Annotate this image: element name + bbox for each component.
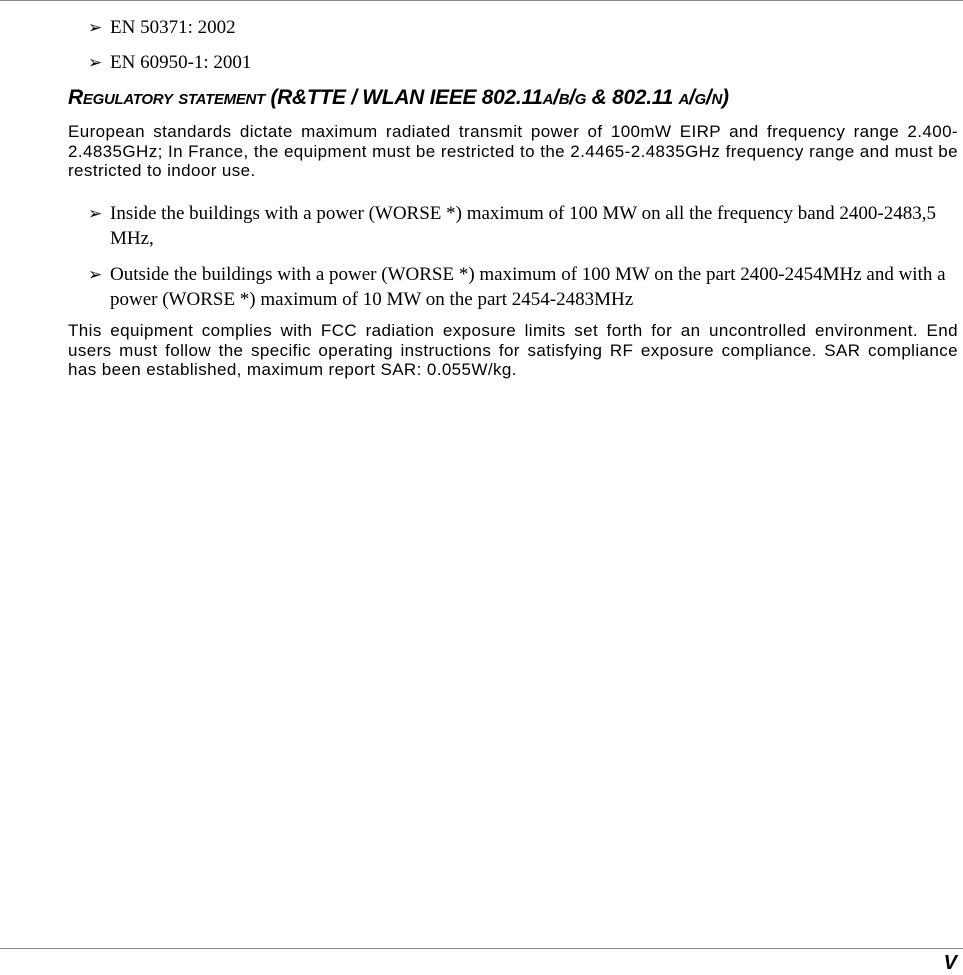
paragraph-fcc: This equipment complies with FCC radiation exposure limits set forth for an uncontrolled environment. End users must follow the specific operating instructions for satisfying RF exposure compliance. SAR compliance has been established, maximum report SAR: 0.055W/kg.	[68, 321, 958, 379]
list-item	[88, 262, 948, 312]
rule-text: Inside the buildings with a power (WORSE *) maximum of 100 MW on all the frequency band 2400-2483,5 MHz,	[110, 203, 936, 249]
list-item	[88, 50, 948, 75]
page-number: V	[943, 952, 957, 974]
arrow-bullet-icon: ➢	[88, 18, 103, 37]
arrow-bullet-icon: ➢	[88, 265, 103, 284]
paragraph-eu-standards: European standards dictate maximum radiated transmit power of 100mW EIRP and frequency range 2.400-2.4835GHz; In France, the equipment must be restricted to the 2.4465-2.4835GHz frequency range and must be restricted to indoor use.	[68, 122, 958, 180]
standard-text: EN 60950-1: 2001	[110, 52, 252, 73]
top-rule	[0, 0, 963, 1]
arrow-bullet-icon: ➢	[88, 204, 103, 223]
standard-text: EN 50371: 2002	[110, 17, 236, 38]
rule-text: Outside the buildings with a power (WORSE *) maximum of 100 MW on the part 2400-2454MHz and with a power (WORSE *) maximum of 10 MW on the part 2454-2483MHz	[110, 264, 946, 310]
section-heading: Regulatory statement (R&TTE / WLAN IEEE 802.11a/b/g & 802.11 a/g/n)	[68, 86, 729, 109]
footer-rule	[0, 948, 963, 949]
list-item	[88, 201, 948, 251]
list-item	[88, 15, 948, 40]
arrow-bullet-icon: ➢	[88, 53, 103, 72]
